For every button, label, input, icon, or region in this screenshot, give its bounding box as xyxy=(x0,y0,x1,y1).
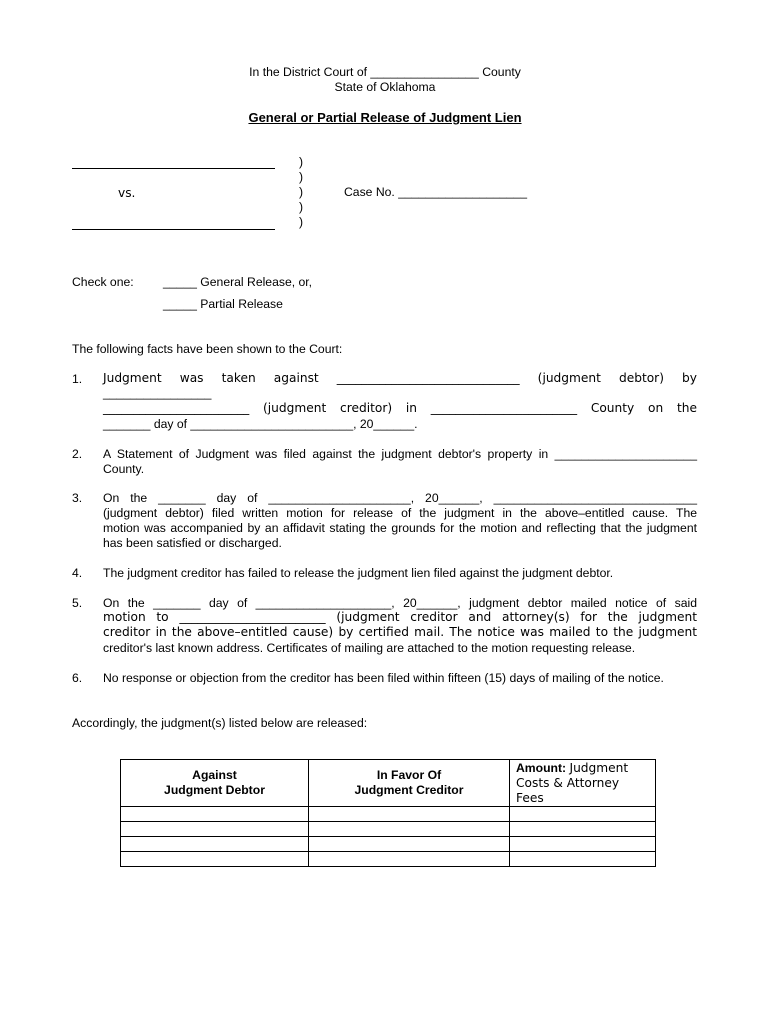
item-6-line: No response or objection from the creditor has been filed within fifteen (15) days of mailing of the notice. xyxy=(103,671,664,685)
header-text: In Favor Of xyxy=(376,768,442,782)
table-row xyxy=(121,822,656,837)
caption-paren: ) xyxy=(299,170,304,184)
caption-paren: ) xyxy=(299,185,304,199)
table-cell[interactable] xyxy=(309,852,510,867)
item-number: 5. xyxy=(72,596,83,610)
plaintiff-blank-line xyxy=(72,168,275,169)
item-4-line: The judgment creditor has failed to release the judgment lien filed against the judgment debtor. xyxy=(103,566,614,580)
table-cell[interactable] xyxy=(510,852,656,867)
table-cell[interactable] xyxy=(309,807,510,822)
item-1-line: ________________ xyxy=(103,386,212,400)
item-number: 2. xyxy=(72,447,83,461)
court-line: In the District Court of ________________ County xyxy=(249,65,521,79)
item-5-line: creditor's last known address. Certificates of mailing are attached to the motion requesting release. xyxy=(103,641,636,655)
table-cell[interactable] xyxy=(121,807,309,822)
released-judgments-table xyxy=(120,759,656,867)
table-cell[interactable] xyxy=(510,837,656,852)
item-3-line: On the _______ day of _____________________, 20______, ______________________________ xyxy=(103,491,697,505)
header-in-favor-of-judgment-creditor xyxy=(309,760,510,807)
amount-label: Amount: xyxy=(516,761,567,775)
document-title: General or Partial Release of Judgment Lien xyxy=(248,110,522,125)
item-number: 4. xyxy=(72,566,83,580)
table-cell[interactable] xyxy=(510,807,656,822)
item-1-line: _______ day of ________________________, 20______. xyxy=(103,417,418,431)
item-3-line: has been satisfied or discharged. xyxy=(103,536,282,550)
state-line: State of Oklahoma xyxy=(334,80,436,94)
case-number: Case No. ___________________ xyxy=(344,185,527,199)
header-text: Judgment Debtor xyxy=(164,783,265,797)
item-5-line: On the _______ day of ____________________, 20______, judgment debtor mailed notice of said xyxy=(103,596,697,610)
item-number: 3. xyxy=(72,491,83,505)
table-cell[interactable] xyxy=(121,852,309,867)
header-text: Judgment Creditor xyxy=(354,783,464,797)
caption-paren: ) xyxy=(299,200,304,214)
item-1-line: Judgment was taken against ______________________________ (judgment debtor) by xyxy=(103,371,697,385)
table-row xyxy=(121,852,656,867)
header-against-judgment-debtor xyxy=(121,760,309,807)
item-number: 6. xyxy=(72,671,83,685)
facts-intro: The following facts have been shown to the Court: xyxy=(72,342,343,356)
table-cell[interactable] xyxy=(309,822,510,837)
header-text: Costs & Attorney xyxy=(516,776,620,790)
table-header-row xyxy=(121,760,656,807)
table-cell[interactable] xyxy=(309,837,510,852)
item-number: 1. xyxy=(72,372,83,386)
caption-paren: ) xyxy=(299,215,304,229)
table-row xyxy=(121,837,656,852)
header-text: Judgment xyxy=(569,761,629,775)
item-3-line: motion was accompanied by an affidavit stating the grounds for the motion and reflecting that the judgment xyxy=(103,521,697,535)
table-cell[interactable] xyxy=(121,837,309,852)
table-cell[interactable] xyxy=(121,822,309,837)
defendant-blank-line xyxy=(72,229,275,230)
caption-paren: ) xyxy=(299,155,304,169)
item-1-line: ________________________ (judgment creditor) in ________________________ County on the xyxy=(103,401,697,415)
header-amount xyxy=(510,760,656,807)
check-one-label: Check one: xyxy=(72,275,134,289)
item-3-line: (judgment debtor) filed written motion for release of the judgment in the above–entitled cause. The xyxy=(103,506,697,520)
accordingly-text: Accordingly, the judgment(s) listed below are released: xyxy=(72,716,368,730)
item-5-line: motion to ________________________ (judgment creditor and attorney(s) for the judgment xyxy=(103,610,697,624)
vs-label: vs. xyxy=(118,186,136,200)
header-text: Fees xyxy=(516,791,544,805)
item-2-line: County. xyxy=(103,462,145,476)
item-5-line: creditor in the above–entitled cause) by certified mail. The notice was mailed to the judgment xyxy=(103,625,697,639)
partial-release-option: _____ Partial Release xyxy=(163,297,283,311)
header-text: Against xyxy=(192,768,237,782)
table-cell[interactable] xyxy=(510,822,656,837)
item-2-line: A Statement of Judgment was filed against the judgment debtor's property in _____________________ xyxy=(103,447,697,461)
table-row xyxy=(121,807,656,822)
general-release-option: _____ General Release, or, xyxy=(163,275,313,289)
